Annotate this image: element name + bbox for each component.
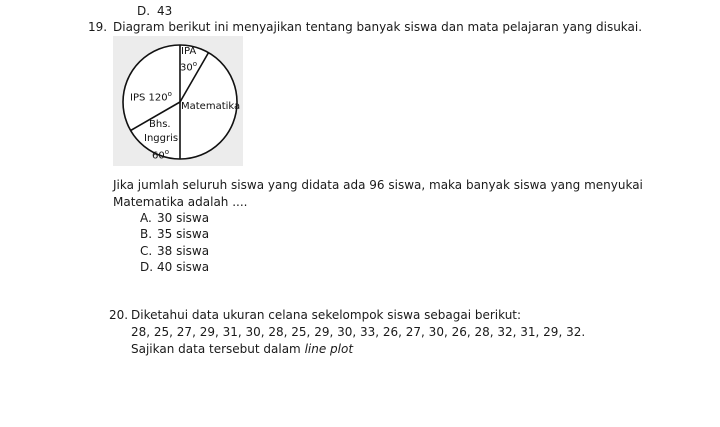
q19-option-b-text: 35 siswa bbox=[157, 227, 210, 241]
slice-label-ipa: IPA bbox=[181, 46, 197, 57]
q20-prompt: Diketahui data ukuran celana sekelompok siswa sebagai berikut: bbox=[131, 308, 522, 322]
q19-option-a-letter: A. bbox=[140, 211, 152, 225]
prev-option-letter: D. bbox=[137, 4, 151, 18]
q20-instruction-prefix: Sajikan data tersebut dalam bbox=[131, 342, 301, 356]
q19-option-c-letter: C. bbox=[140, 244, 153, 258]
q19-prompt: Diagram berikut ini menyajikan tentang banyak siswa dan mata pelajaran yang disukai. bbox=[113, 20, 643, 34]
slice-value-ipa: 30$^o$ bbox=[180, 60, 198, 74]
q19-number: 19. bbox=[88, 20, 108, 34]
q19-option-a-text: 30 siswa bbox=[157, 211, 210, 225]
pie-chart bbox=[113, 36, 243, 166]
q19-option-d-letter: D. bbox=[140, 260, 154, 274]
q19-option-c-text: 38 siswa bbox=[157, 244, 210, 258]
slice-label-inggris: Inggris bbox=[144, 133, 179, 144]
slice-label-matematika: Matematika bbox=[181, 101, 241, 112]
slice-label-bhs: Bhs. bbox=[149, 119, 171, 130]
q19-body-line1: Jika jumlah seluruh siswa yang didata ada 96 siswa, maka banyak siswa yang menyukai bbox=[113, 178, 643, 192]
slice-label-ips: IPS 120$^o$ bbox=[130, 90, 172, 104]
q19-option-b-letter: B. bbox=[140, 227, 153, 241]
q20-number: 20. bbox=[109, 308, 129, 322]
q19-body-line2: Matematika adalah .... bbox=[113, 195, 248, 209]
q20-data-line: 28, 25, 27, 29, 31, 30, 28, 25, 29, 30, 33, 26, 27, 30, 26, 28, 32, 31, 29, 32. bbox=[131, 325, 586, 339]
q20-instruction-italic: line plot bbox=[304, 342, 354, 356]
q19-option-d-text: 40 siswa bbox=[157, 260, 210, 274]
slice-value-bhs: 60$^o$ bbox=[152, 148, 170, 162]
q20-instruction bbox=[131, 342, 353, 356]
prev-option-text: 43 bbox=[157, 4, 173, 18]
